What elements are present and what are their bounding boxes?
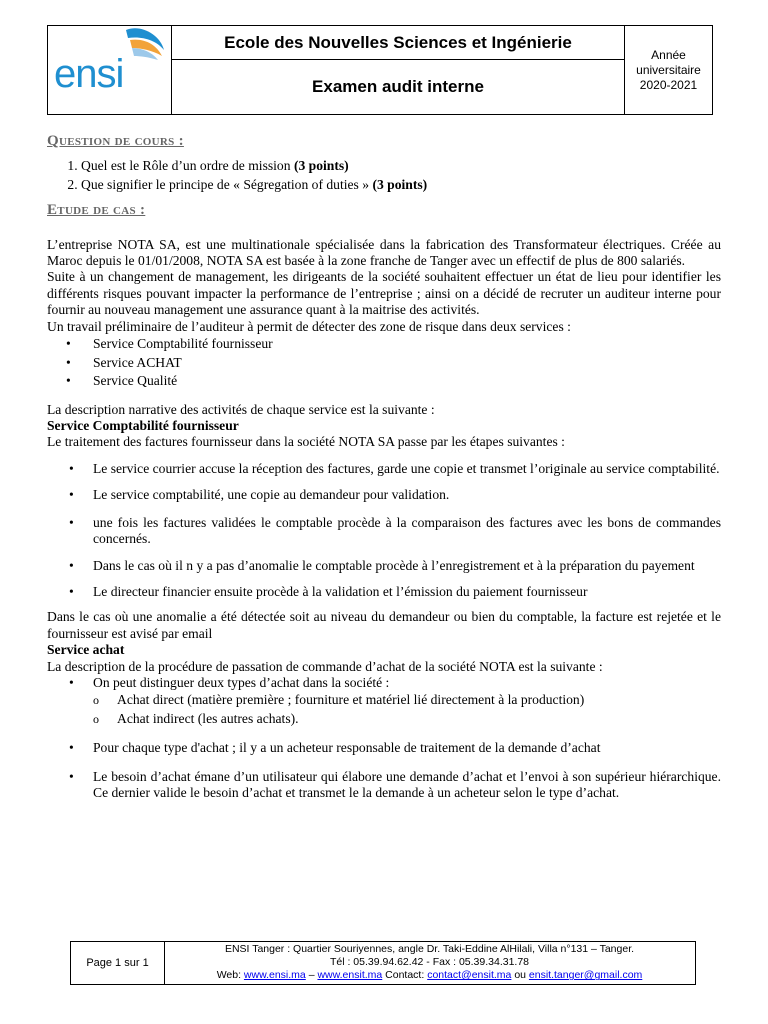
- question-item: 2. Que signifier le principe de « Ségregation of duties » (3 points): [81, 177, 721, 193]
- list-item: • Le directeur financier ensuite procède à la validation et l’émission du paiement fournisseur: [93, 584, 721, 600]
- list-item: • Le besoin d’achat émane d’un utilisateur qui élabore une demande d’achat et l’envoi à son supérieur hiérarchique. Ce dernier valide le besoin d’achat et transmet le la demande à un acheteur selon le type d’achat.: [93, 769, 721, 802]
- anomalie-paragraph: Dans le cas où une anomalie a été détectée soit au niveau du demandeur ou bien du comptable, la facture est rejetée et le fournisseur est avisé par email: [47, 609, 721, 641]
- compta-title: Service Comptabilité fournisseur: [47, 418, 239, 434]
- achat-intro: La description de la procédure de passation de commande d’achat de la société NOTA est la suivante :: [47, 658, 603, 674]
- list-item: • Service ACHAT: [93, 355, 721, 371]
- address-line: ENSI Tanger : Quartier Souriyennes, angle Dr. Taki-Eddine AlHilali, Villa n°131 – Tanger.: [224, 943, 635, 955]
- risk-services-list: [47, 336, 721, 390]
- exam-title: Examen audit interne: [171, 60, 625, 114]
- achat-list: [47, 740, 721, 801]
- question-item: 1. Quel est le Rôle d’un ordre de mission (3 points): [81, 158, 721, 174]
- description-intro: La description narrative des activités de chaque service est la suivante :: [47, 401, 435, 417]
- document-header: [47, 25, 713, 115]
- compta-intro: Le traitement des factures fournisseur dans la société NOTA SA passe par les étapes suivantes :: [47, 434, 565, 450]
- phone-line: Tél : 05.39.94.62.42 - Fax : 05.39.34.31.78: [329, 956, 530, 969]
- school-name: Ecole des Nouvelles Sciences et Ingénierie: [171, 26, 625, 60]
- list-item: • Dans le cas où il n y a pas d’anomalie le comptable procède à l’enregistrement et à la préparation du payement: [93, 558, 721, 574]
- list-item: • une fois les factures validées le comptable procède à la comparaison des factures avec les bons de commandes concernés.: [93, 515, 721, 548]
- achat-list: [47, 675, 721, 691]
- exam-content: [47, 133, 721, 801]
- email-link[interactable]: ensit.tanger@gmail.com: [528, 969, 643, 982]
- ensi-logo: [48, 26, 171, 114]
- document-footer: [70, 941, 696, 985]
- year-value: 2020-2021: [639, 77, 698, 92]
- case-intro: L’entreprise NOTA SA, est une multinationale spécialisée dans la fabrication des Transformateur électriques. Créée au Maroc depuis le 01/01/2008, NOTA SA est basée à la zone franche de Tanger avec un effectif de plus de 800 salariés.: [47, 236, 721, 269]
- list-item: • Service Comptabilité fournisseur: [93, 336, 721, 352]
- academic-year: [625, 26, 712, 114]
- list-item: o Achat indirect (les autres achats).: [117, 711, 721, 727]
- list-item: o Achat direct (matière première ; fourniture et matériel lié directement à la production): [117, 692, 721, 708]
- compta-steps-list: [47, 461, 721, 600]
- website-link[interactable]: www.ensit.ma: [317, 969, 383, 982]
- list-item: • Le service courrier accuse la réception des factures, garde une copie et transmet l’originale au service comptabilité.: [93, 461, 721, 477]
- section-etude-title: Etude de cas :: [47, 202, 146, 219]
- list-item: • Le service comptabilité, une copie au demandeur pour validation.: [93, 487, 721, 503]
- question-list: [47, 158, 721, 193]
- case-paragraph: Un travail préliminaire de l’auditeur à permit de détecter des zone de risque dans deux services :: [47, 318, 571, 334]
- page-number: Page 1 sur 1: [71, 942, 165, 984]
- achat-title: Service achat: [47, 642, 125, 658]
- list-item: • Pour chaque type d'achat ; il y a un acheteur responsable de traitement de la demande d’achat: [93, 740, 721, 756]
- year-label: Année universitaire: [636, 47, 701, 77]
- case-paragraph: Suite à un changement de management, les dirigeants de la société souhaitent effectuer un état de lieu pour identifier les différents risques pouvant impacter la performance de l’entreprise ; ainsi on a décidé de recruter un auditeur interne pour fournir au nouveau management une assurance quant à la maitrise des activités.: [47, 269, 721, 318]
- achat-sublist: [47, 692, 721, 727]
- section-question-cours-title: Question de cours :: [47, 133, 184, 149]
- website-link[interactable]: www.ensi.ma: [243, 969, 306, 982]
- list-item: • On peut distinguer deux types d’achat dans la société :: [93, 675, 721, 691]
- footer-address: [164, 942, 695, 985]
- list-item: • Service Qualité: [93, 373, 721, 389]
- logo-text: ensi: [54, 52, 124, 96]
- web-line: Web: www.ensi.ma – www.ensit.ma Contact: contact@ensit.ma ou ensit.tanger@gmail.com: [216, 969, 643, 982]
- email-link[interactable]: contact@ensit.ma: [427, 969, 512, 982]
